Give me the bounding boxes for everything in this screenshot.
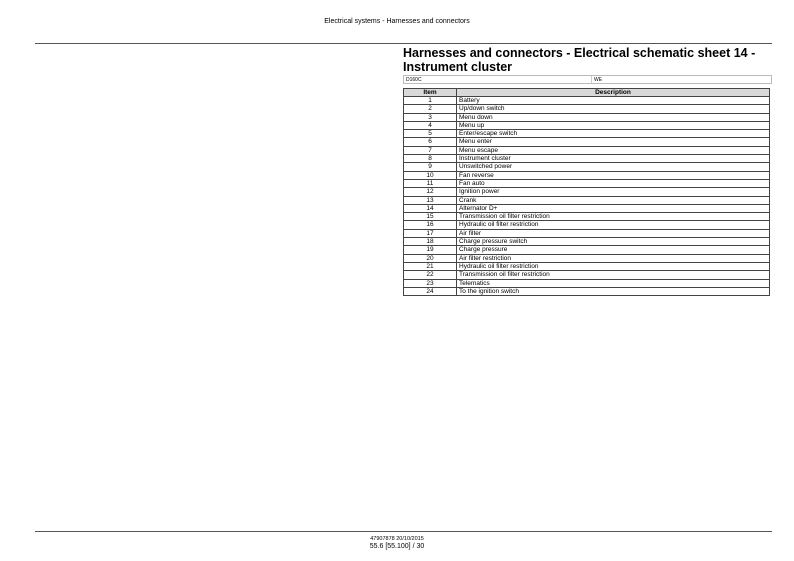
item-number: 6 bbox=[404, 138, 457, 146]
table-row bbox=[404, 213, 770, 221]
item-description: Alternator D+ bbox=[457, 204, 770, 212]
table-row bbox=[404, 221, 770, 229]
table-row bbox=[404, 271, 770, 279]
table-row bbox=[404, 155, 770, 163]
item-number: 20 bbox=[404, 254, 457, 262]
item-description: Transmission oil filter restriction bbox=[457, 271, 770, 279]
table-row bbox=[404, 229, 770, 237]
table-row bbox=[404, 130, 770, 138]
item-number: 3 bbox=[404, 113, 457, 121]
item-number: 1 bbox=[404, 97, 457, 105]
item-number: 2 bbox=[404, 105, 457, 113]
model-label: D160C bbox=[404, 76, 592, 83]
item-description: Menu escape bbox=[457, 146, 770, 154]
item-description: Enter/escape switch bbox=[457, 130, 770, 138]
item-number: 17 bbox=[404, 229, 457, 237]
table-row bbox=[404, 287, 770, 295]
item-description: Air filter restriction bbox=[457, 254, 770, 262]
table-row bbox=[404, 163, 770, 171]
table-row bbox=[404, 254, 770, 262]
page-title: Harnesses and connectors - Electrical schematic sheet 14 - Instrument cluster bbox=[403, 46, 756, 74]
item-number: 19 bbox=[404, 246, 457, 254]
document-code: 47907878 20/10/2015 bbox=[370, 536, 424, 542]
table-row bbox=[404, 138, 770, 146]
running-header: Electrical systems - Harnesses and connectors bbox=[324, 18, 470, 25]
table-header-row bbox=[404, 89, 770, 97]
table-row bbox=[404, 179, 770, 187]
item-description: To the ignition switch bbox=[457, 287, 770, 295]
item-number: 14 bbox=[404, 204, 457, 212]
table-row bbox=[404, 279, 770, 287]
table-row bbox=[404, 238, 770, 246]
item-table bbox=[403, 88, 770, 296]
table-row bbox=[404, 146, 770, 154]
item-number: 5 bbox=[404, 130, 457, 138]
table-row bbox=[404, 113, 770, 121]
table-body bbox=[404, 97, 770, 296]
column-header-description: Description bbox=[457, 89, 770, 97]
item-number: 11 bbox=[404, 179, 457, 187]
table-row bbox=[404, 121, 770, 129]
item-description: Hydraulic oil filter restriction bbox=[457, 262, 770, 270]
item-description: Fan auto bbox=[457, 179, 770, 187]
item-number: 12 bbox=[404, 188, 457, 196]
item-description: Ignition power bbox=[457, 188, 770, 196]
table-row bbox=[404, 262, 770, 270]
header-divider bbox=[35, 43, 772, 44]
applicability-bar bbox=[403, 75, 772, 84]
page-number: 55.6 [55.100] / 30 bbox=[369, 543, 425, 550]
column-header-item: Item bbox=[404, 89, 457, 97]
footer-divider bbox=[35, 531, 772, 532]
item-number: 7 bbox=[404, 146, 457, 154]
item-number: 23 bbox=[404, 279, 457, 287]
item-description: Crank bbox=[457, 196, 770, 204]
item-number: 16 bbox=[404, 221, 457, 229]
item-description: Battery bbox=[457, 97, 770, 105]
table-row bbox=[404, 97, 770, 105]
table-row bbox=[404, 246, 770, 254]
item-number: 21 bbox=[404, 262, 457, 270]
item-description: Menu enter bbox=[457, 138, 770, 146]
item-number: 4 bbox=[404, 121, 457, 129]
item-description: Charge pressure bbox=[457, 246, 770, 254]
item-number: 13 bbox=[404, 196, 457, 204]
item-number: 9 bbox=[404, 163, 457, 171]
item-description: Fan reverse bbox=[457, 171, 770, 179]
table-row bbox=[404, 204, 770, 212]
item-description: Transmission oil filter restriction bbox=[457, 213, 770, 221]
table-row bbox=[404, 105, 770, 113]
item-description: Instrument cluster bbox=[457, 155, 770, 163]
item-description: Unswitched power bbox=[457, 163, 770, 171]
item-number: 24 bbox=[404, 287, 457, 295]
table-row bbox=[404, 196, 770, 204]
item-number: 22 bbox=[404, 271, 457, 279]
item-number: 15 bbox=[404, 213, 457, 221]
item-number: 18 bbox=[404, 238, 457, 246]
item-description: Telematics bbox=[457, 279, 770, 287]
table-row bbox=[404, 188, 770, 196]
item-description: Menu up bbox=[457, 121, 770, 129]
item-description: Hydraulic oil filter restriction bbox=[457, 221, 770, 229]
table-row bbox=[404, 171, 770, 179]
item-description: Up/down switch bbox=[457, 105, 770, 113]
item-number: 10 bbox=[404, 171, 457, 179]
variant-label: WE bbox=[594, 76, 603, 83]
item-number: 8 bbox=[404, 155, 457, 163]
item-description: Air filter bbox=[457, 229, 770, 237]
item-description: Charge pressure switch bbox=[457, 238, 770, 246]
item-description: Menu down bbox=[457, 113, 770, 121]
